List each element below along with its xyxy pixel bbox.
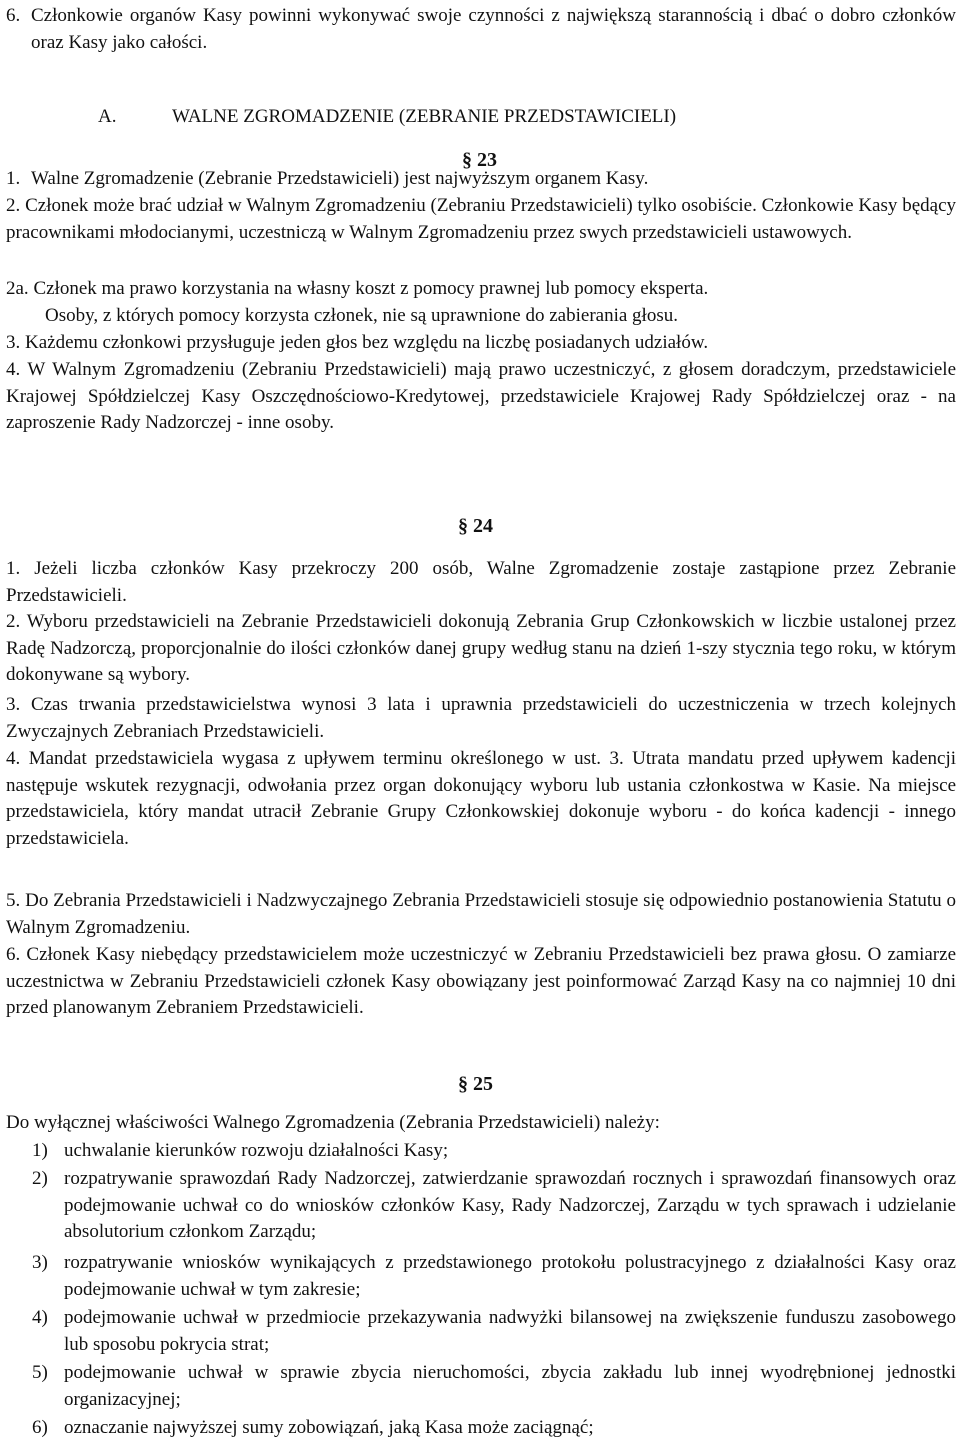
section-title: WALNE ZGROMADZENIE (ZEBRANIE PRZEDSTAWICIELI) [172, 106, 677, 127]
item-number: 1) [32, 1140, 48, 1161]
item-text: Walne Zgromadzenie (Zebranie Przedstawicieli) jest najwyższym organem Kasy. [31, 168, 649, 189]
paragraph-sign: § [458, 1073, 468, 1095]
section-heading [98, 104, 676, 131]
list-item [6, 276, 956, 303]
item-text: uchwalanie kierunków rozwoju działalności Kasy; [64, 1140, 449, 1161]
list-item [6, 1166, 956, 1246]
item-text: Członek ma prawo korzystania na własny koszt z pomocy prawnej lub pomocy eksperta. [33, 278, 709, 299]
paragraph-number: 25 [473, 1073, 493, 1095]
item-number: 6. [6, 944, 21, 965]
list-item [6, 330, 956, 357]
paragraph-number: 23 [477, 149, 497, 171]
list-item [6, 3, 956, 56]
paragraph-intro: Do wyłącznej właściwości Walnego Zgromadzenia (Zebrania Przedstawicieli) należy: [6, 1112, 660, 1133]
item-text: rozpatrywanie wniosków wynikających z przedstawionego protokołu polustracyjnego z działalności Kasy oraz podejmowanie uchwał w tym zakresie; [64, 1252, 956, 1300]
item-number: 6) [32, 1417, 48, 1438]
item-number: 6. [6, 5, 21, 26]
item-number: 1. [6, 168, 21, 189]
list-item [6, 357, 956, 437]
item-text: podejmowanie uchwał w przedmiocie przekazywania nadwyżki bilansowej na zwiększenie funduszu zasobowego lub sposobu pokrycia strat; [64, 1307, 956, 1355]
item-number: 2. [6, 611, 21, 632]
item-number: 3. [6, 332, 21, 353]
paragraph-number: 24 [473, 515, 493, 537]
item-text: Członek może brać udział w Walnym Zgromadzeniu (Zebraniu Przedstawicieli) tylko osobiście. Członkowie Kasy będący pracownikami młodocianymi, uczestniczą w Walnym Zgromadzeniu przez swych przedstawicieli ustawowych. [6, 195, 957, 243]
list-item [6, 942, 956, 1022]
list-item [6, 888, 956, 941]
item-text: Mandat przedstawiciela wygasa z upływem terminu określonego w ust. 3. Utrata mandatu przed upływem kadencji następuje wskutek rezygnacji, odwołania przez organ dokonujący wyboru lub ustania członkostwa w Kasie. Na miejsce przedstawiciela, który mandat utracił Zebranie Grupy Członkowskiej dokonuje wyboru - do końca kadencji - innego przedstawiciela. [6, 748, 957, 849]
item-text: Członkowie organów Kasy powinni wykonywać swoje czynności z największą starannością i dbać o dobro członków oraz Kasy jako całości. [31, 5, 956, 53]
item-number: 2a. [6, 278, 29, 299]
list-item [6, 556, 956, 609]
list-item [6, 1138, 956, 1165]
list-item [6, 303, 956, 330]
item-number: 1. [6, 558, 21, 579]
item-text: Wyboru przedstawicieli na Zebranie Przedstawicieli dokonują Zebrania Grup Członkowskich w liczbie ustalonej przez Radę Nadzorczą, proporcjonalnie do ilości członków danej grupy według stanu na dzień 1-szy stycznia tego roku, w którym dokonywane są wybory. [6, 611, 956, 685]
item-number: 5) [32, 1362, 48, 1383]
paragraph-sign: § [462, 149, 472, 171]
list-item [6, 1415, 956, 1442]
item-number: 3. [6, 694, 21, 715]
item-text: Do Zebrania Przedstawicieli i Nadzwyczajnego Zebrania Przedstawicieli stosuje się odpowiednio postanowienia Statutu o Walnym Zgromadzeniu. [6, 890, 956, 938]
item-number: 4. [6, 748, 21, 769]
list-item [6, 193, 956, 246]
item-number: 4) [32, 1307, 48, 1328]
item-number: 2. [6, 195, 21, 216]
list-item [6, 692, 956, 745]
item-text: W Walnym Zgromadzeniu (Zebraniu Przedstawicieli) mają prawo uczestniczyć, z głosem doradczym, przedstawiciele Krajowej Spółdzielczej Kasy Oszczędnościowo-Kredytowej, przedstawiciele Krajowej Rady Spółdzielczej oraz - na zaproszenie Rady Nadzorczej - inne osoby. [6, 359, 956, 433]
list-item [6, 746, 956, 852]
paragraph-heading [458, 513, 538, 540]
item-number: 3) [32, 1252, 48, 1273]
item-text: Każdemu członkowi przysługuje jeden głos bez względu na liczbę posiadanych udziałów. [25, 332, 709, 353]
item-number: 4. [6, 359, 21, 380]
item-text: Jeżeli liczba członków Kasy przekroczy 200 osób, Walne Zgromadzenie zostaje zastąpione przez Zebranie Przedstawicieli. [6, 558, 957, 606]
list-item [6, 609, 956, 689]
list-item [6, 1360, 956, 1413]
paragraph-sign: § [458, 515, 468, 537]
item-text: oznaczanie najwyższej sumy zobowiązań, jaką Kasa może zaciągnąć; [64, 1417, 594, 1438]
item-text: podejmowanie uchwał w sprawie zbycia nieruchomości, zbycia zakładu lub innej wyodrębnionej jednostki organizacyjnej; [64, 1362, 956, 1410]
section-letter: A. [98, 106, 117, 127]
item-text: Czas trwania przedstawicielstwa wynosi 3 lata i uprawnia przedstawicieli do uczestniczenia w trzech kolejnych Zwyczajnych Zebraniach Przedstawicieli. [6, 694, 957, 742]
item-number: 2) [32, 1168, 48, 1189]
item-text: Członek Kasy niebędący przedstawicielem może uczestniczyć w Zebraniu Przedstawicieli bez prawa głosu. O zamiarze uczestnictwa w Zebraniu Przedstawicieli członek Kasy obowiązany jest poinformować Zarząd Kasy na co najmniej 10 dni przed planowanym Zebraniem Przedstawicieli. [6, 944, 956, 1018]
list-item [6, 1305, 956, 1358]
list-item [6, 166, 956, 193]
item-text: rozpatrywanie sprawozdań Rady Nadzorczej, zatwierdzanie sprawozdań rocznych i sprawozdań finansowych oraz podejmowanie uchwał co do wniosków członków Kasy, Rady Nadzorczej, Zarządu w tych sprawach i udzielanie absolutorium członkom Zarządu; [64, 1168, 956, 1242]
list-item [6, 1250, 956, 1303]
paragraph-heading [458, 1071, 538, 1098]
item-number: 5. [6, 890, 21, 911]
item-text: Osoby, z których pomocy korzysta członek, nie są uprawnione do zabierania głosu. [45, 305, 678, 326]
